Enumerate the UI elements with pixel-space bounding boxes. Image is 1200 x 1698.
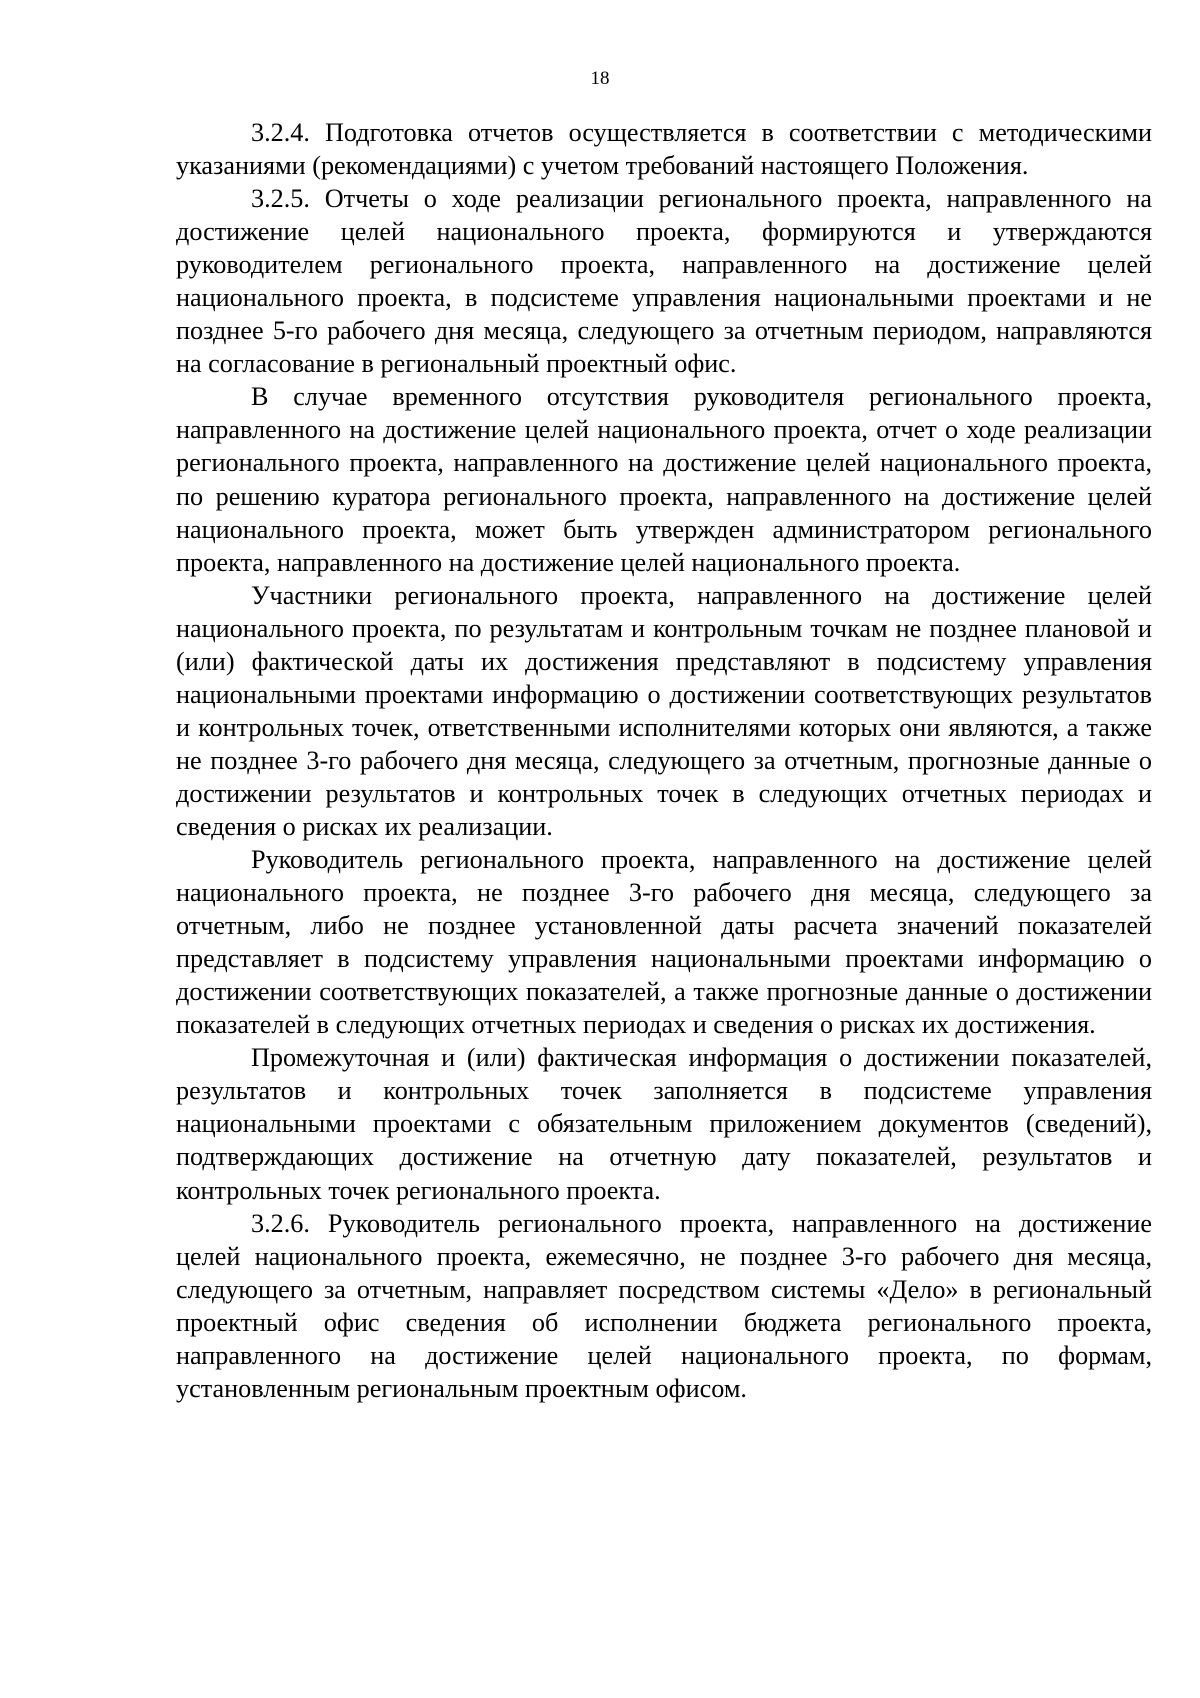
paragraph-participants: Участники регионального проекта, направленного на достижение целей национального проекта, по результатам и контрольным точкам не позднее плановой и (или) фактической даты их достижения представляют в подсистему управления национальными проектами информацию о достижении соответствующих результатов и контрольных точек, ответственными исполнителями которых они являются, а также не позднее 3-го рабочего дня месяца, следующего за отчетным, прогнозные данные о достижении результатов и контрольных точек в следующих отчетных периодах и сведения о рисках их реализации. (176, 580, 1152, 841)
page-number: 18 (590, 68, 610, 89)
document-body (176, 116, 1152, 1405)
paragraph-temporary-absence: В случае временного отсутствия руководителя регионального проекта, направленного на достижение целей национального проекта, отчет о ходе реализации регионального проекта, направленного на достижение целей национального проекта, по решению куратора регионального проекта, направленного на достижение целей национального проекта, может быть утвержден администратором регионального проекта, направленного на достижение целей национального проекта. (176, 382, 1152, 577)
paragraph-project-head: Руководитель регионального проекта, направленного на достижение целей национального проекта, не позднее 3-го рабочего дня месяца, следующего за отчетным, либо не позднее установленной даты расчета значений показателей представляет в подсистему управления национальными проектами информацию о достижении соответствующих показателей, а также прогнозные данные о достижении показателей в следующих отчетных периодах и сведения о рисках их достижения. (176, 845, 1152, 1040)
paragraph-3-2-5: 3.2.5. Отчеты о ходе реализации регионального проекта, направленного на достижение целей национального проекта, формируются и утверждаются руководителем регионального проекта, направленного на достижение целей национального проекта, в подсистеме управления национальными проектами и не позднее 5-го рабочего дня месяца, следующего за отчетным периодом, направляются на согласование в региональный проектный офис. (176, 184, 1152, 379)
paragraph-3-2-4: 3.2.4. Подготовка отчетов осуществляется в соответствии с методическими указаниями (рекомендациями) с учетом требований настоящего Положения. (176, 118, 1152, 181)
paragraph-3-2-6: 3.2.6. Руководитель регионального проекта, направленного на достижение целей национального проекта, ежемесячно, не позднее 3-го рабочего дня месяца, следующего за отчетным, направляет посредством системы «Дело» в региональный проектный офис сведения об исполнении бюджета регионального проекта, направленного на достижение целей национального проекта, по формам, установленным региональным проектным офисом. (176, 1208, 1152, 1403)
paragraph-interim-information: Промежуточная и (или) фактическая информация о достижении показателей, результатов и контрольных точек заполняется в подсистеме управления национальными проектами с обязательным приложением документов (сведений), подтверждающих достижение на отчетную дату показателей, результатов и контрольных точек регионального проекта. (176, 1043, 1152, 1205)
